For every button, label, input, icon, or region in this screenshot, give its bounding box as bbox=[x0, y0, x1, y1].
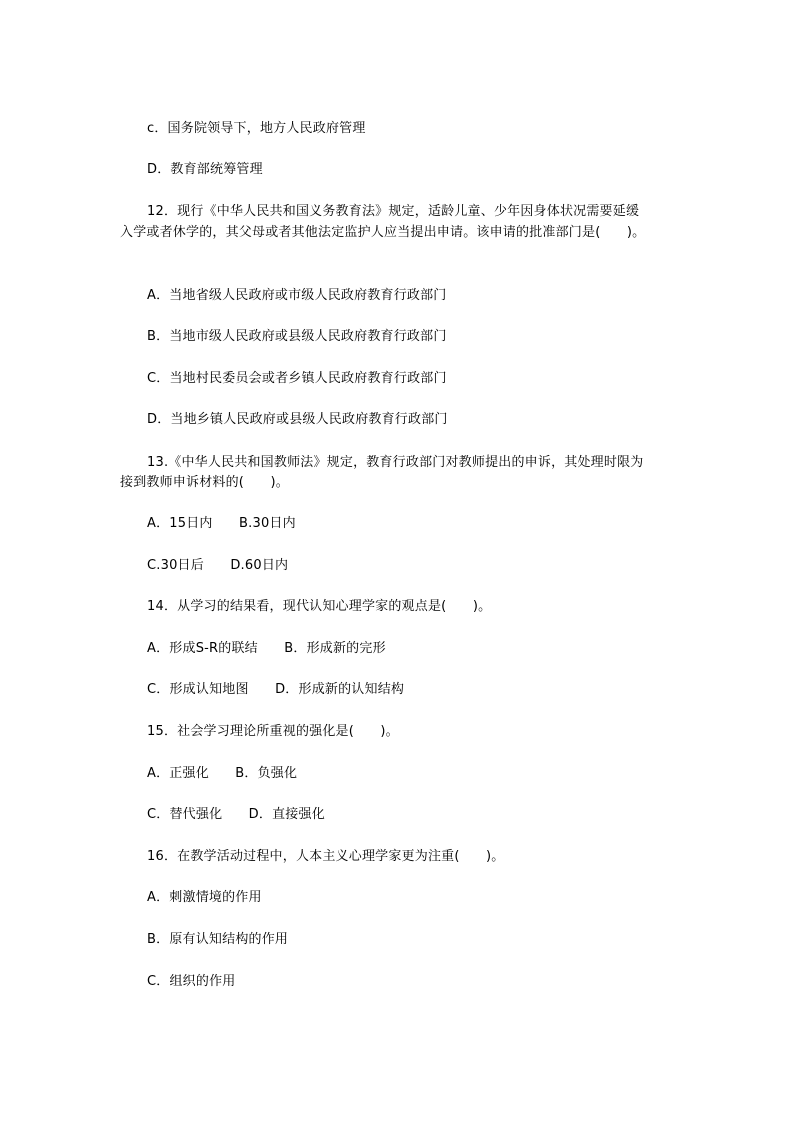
question-13-options-ab: A．15日内 B.30日内 bbox=[147, 516, 296, 531]
question-15: 15．社会学习理论所重视的强化是( )。 bbox=[147, 724, 399, 739]
question-12-option-a: A．当地省级人民政府或市级人民政府教育行政部门 bbox=[147, 288, 447, 303]
question-13-options-cd: C.30日后 D.60日内 bbox=[147, 558, 289, 573]
question-15-options-cd: C．替代强化 D．直接强化 bbox=[147, 807, 325, 822]
question-12-option-c: C．当地村民委员会或者乡镇人民政府教育行政部门 bbox=[147, 371, 447, 386]
question-13-line-2: 接到教师申诉材料的( )。 bbox=[120, 475, 289, 490]
option-c-previous: c．国务院领导下，地方人民政府管理 bbox=[147, 121, 366, 136]
question-16-option-c: C．组织的作用 bbox=[147, 974, 236, 989]
question-12-line-2: 入学或者休学的，其父母或者其他法定监护人应当提出申请。该申请的批准部门是( )。 bbox=[120, 225, 646, 240]
question-14-options-ab: A．形成S-R的联结 B．形成新的完形 bbox=[147, 641, 386, 656]
question-12-option-d: D．当地乡镇人民政府或县级人民政府教育行政部门 bbox=[147, 412, 448, 427]
question-12-line-1: 12．现行《中华人民共和国义务教育法》规定，适龄儿童、少年因身体状况需要延缓 bbox=[147, 204, 640, 219]
question-14-options-cd: C．形成认知地图 D．形成新的认知结构 bbox=[147, 682, 405, 697]
question-16: 16．在教学活动过程中，人本主义心理学家更为注重( )。 bbox=[147, 849, 505, 864]
question-15-options-ab: A．正强化 B．负强化 bbox=[147, 766, 298, 781]
option-d-previous: D．教育部统筹管理 bbox=[147, 162, 263, 177]
question-12-option-b: B．当地市级人民政府或县级人民政府教育行政部门 bbox=[147, 329, 447, 344]
question-16-option-a: A．刺激情境的作用 bbox=[147, 890, 262, 905]
question-13-line-1: 13.《中华人民共和国教师法》规定，教育行政部门对教师提出的申诉，其处理时限为 bbox=[147, 455, 644, 470]
question-16-option-b: B．原有认知结构的作用 bbox=[147, 932, 289, 947]
question-14: 14．从学习的结果看，现代认知心理学家的观点是( )。 bbox=[147, 599, 492, 614]
